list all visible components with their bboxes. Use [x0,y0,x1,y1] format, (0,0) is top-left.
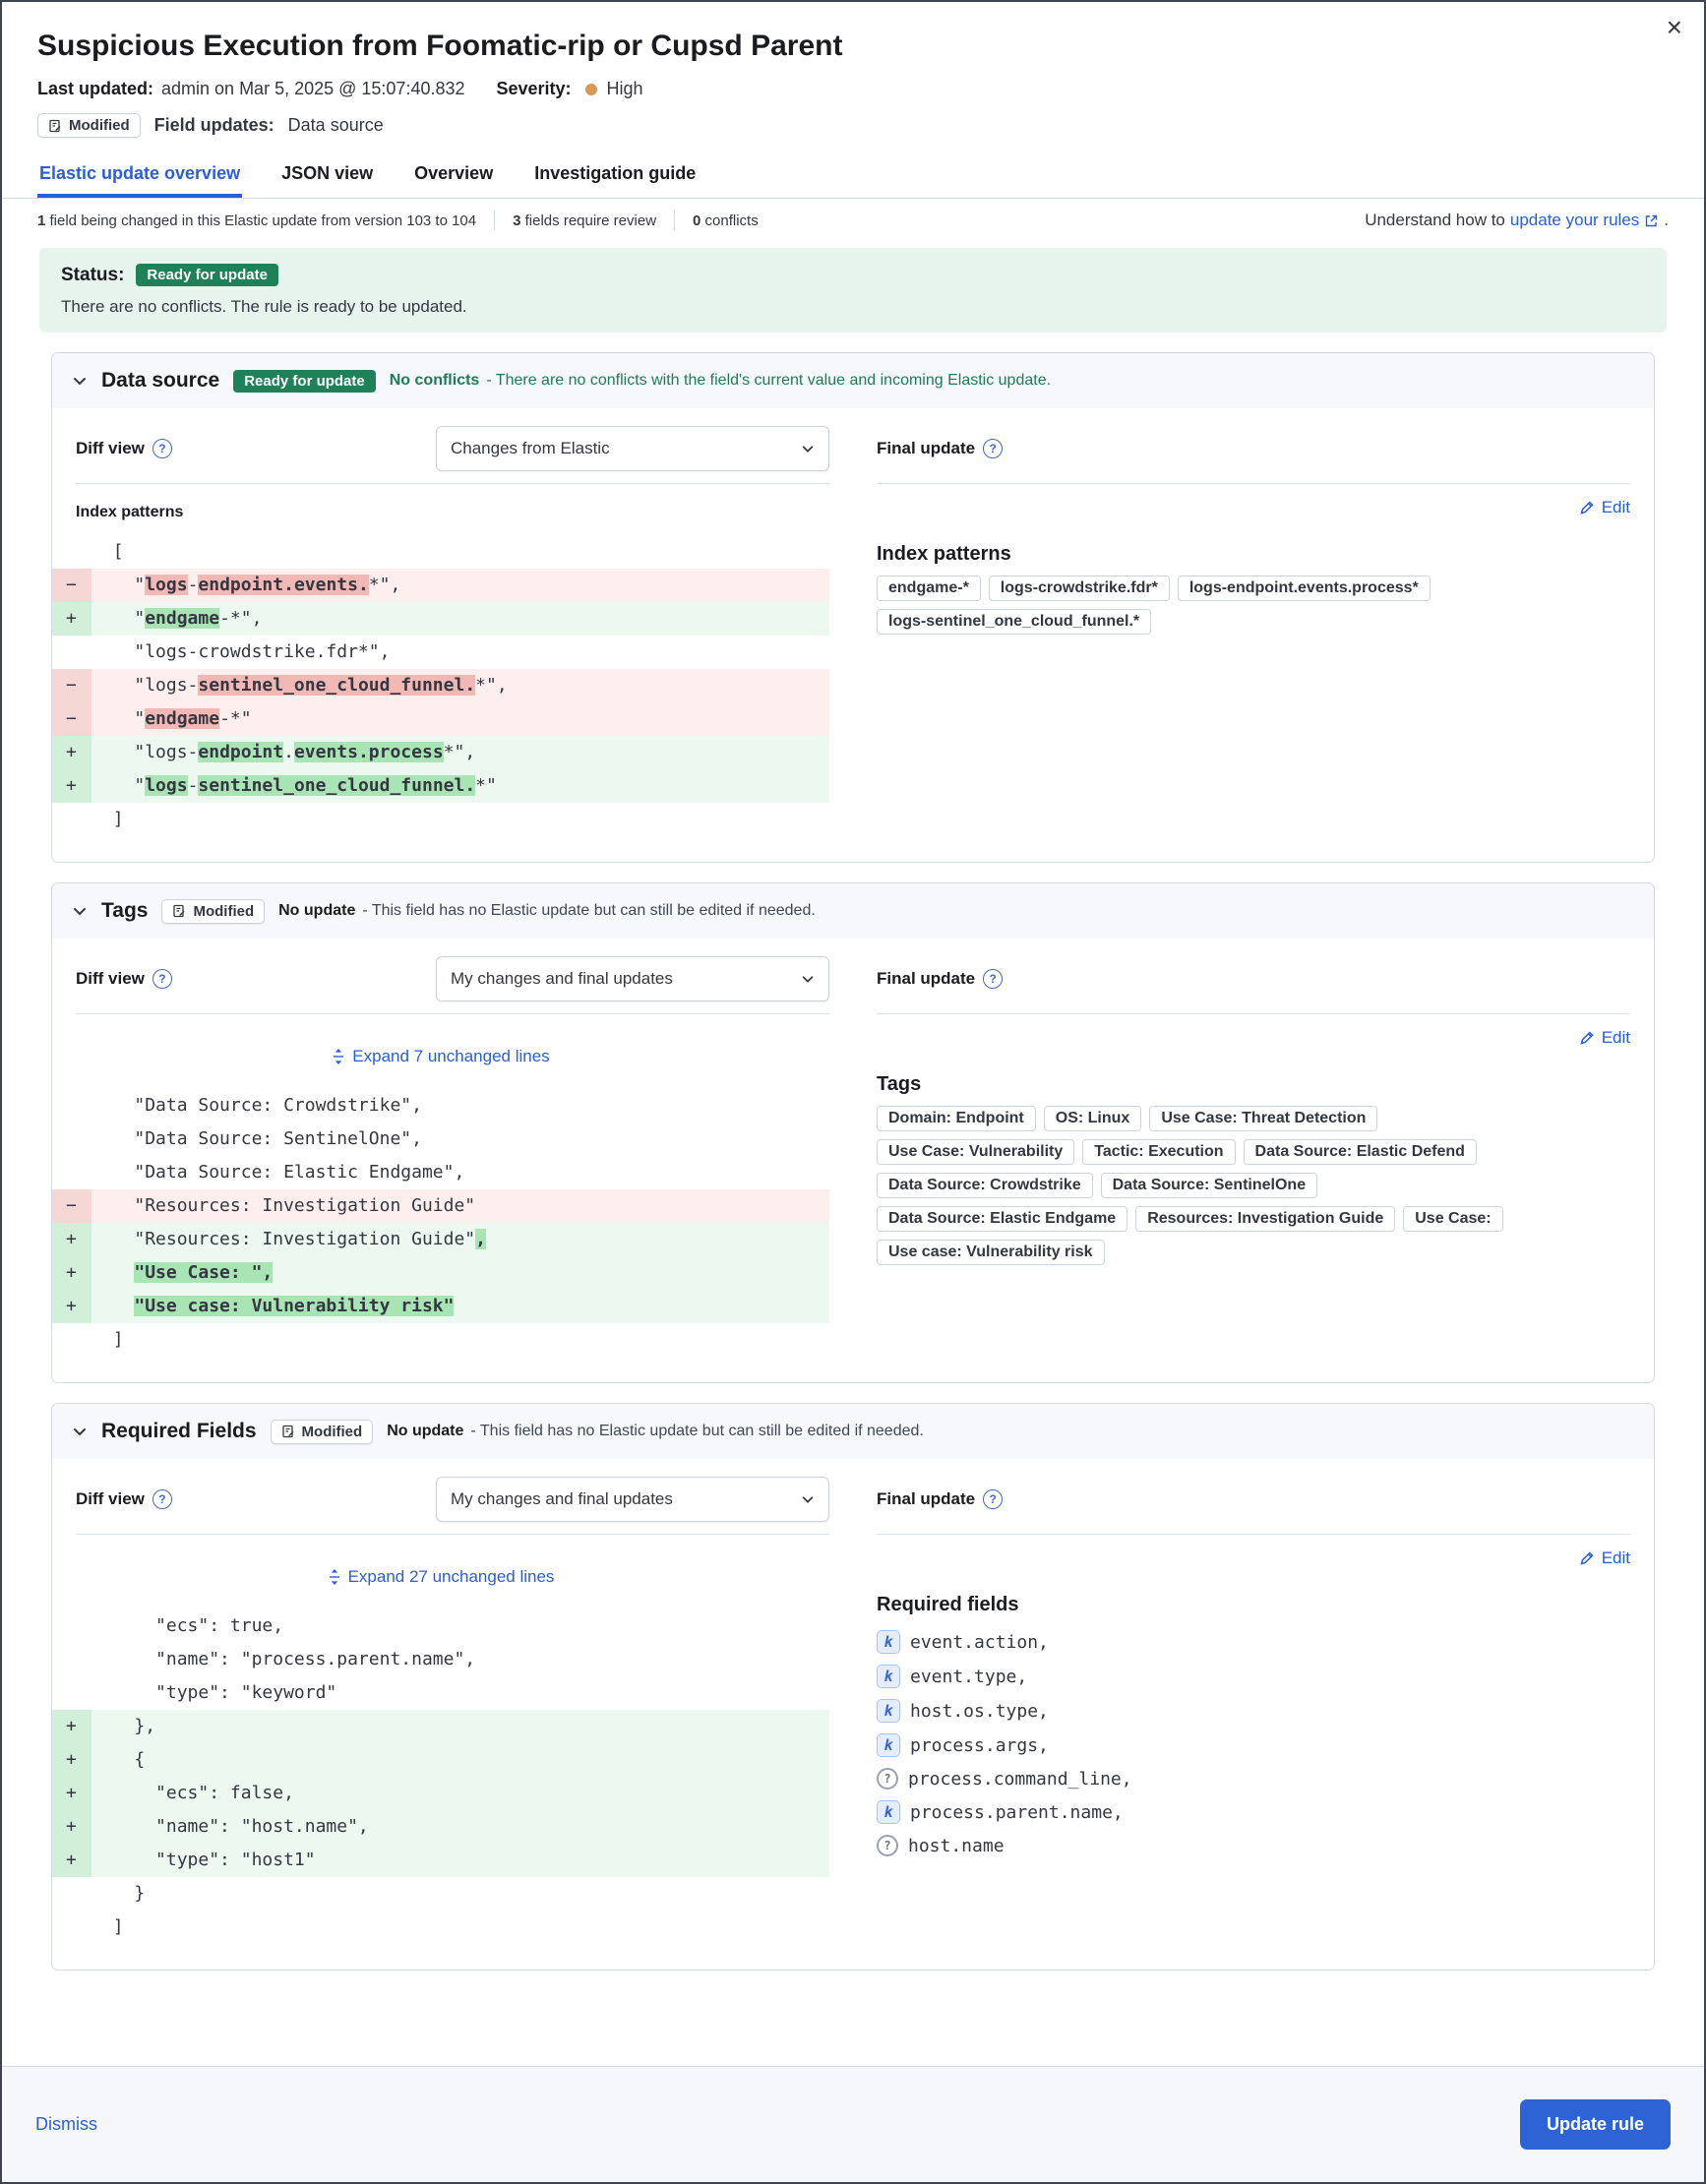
status-callout [39,248,1667,333]
modified-badge: Modified [271,1420,374,1444]
diff-line: ] [112,1916,124,1937]
close-icon[interactable]: × [1666,12,1682,42]
badge: Data Source: Crowdstrike [877,1173,1093,1198]
diff-line: ] [112,1329,124,1350]
required-field-item [877,1699,1630,1723]
tab-elastic-update-overview[interactable]: Elastic update overview [37,157,242,198]
help-prefix: Understand how to [1365,211,1505,229]
section-tags [51,882,1655,1383]
badge: Data Source: SentinelOne [1101,1173,1318,1198]
last-updated-label: Last updated: [37,79,154,98]
final-update-label: Final update ? [877,439,1003,458]
update-stats [37,211,759,230]
section-title: Data source [101,369,220,392]
tab-investigation-guide[interactable]: Investigation guide [534,163,697,183]
final-update-column [877,956,1630,1357]
keyword-field-icon: k [877,1699,900,1723]
document-edit-icon [48,119,62,133]
edit-button[interactable]: Edit [1579,498,1630,517]
diff-gutter-marker: + [52,1844,91,1877]
diff-gutter-marker: − [52,669,91,702]
diff-gutter-marker: + [52,602,91,636]
badge: Tactic: Execution [1082,1139,1235,1165]
expand-unchanged-lines-link[interactable]: Expand 27 unchanged lines [328,1560,555,1594]
badge-row [877,1106,1630,1131]
field-name: event.type, [910,1666,1028,1687]
diff-gutter-marker [52,1676,91,1710]
status-message: There are no conflicts. The rule is ready to be updated. [61,297,467,316]
help-icon[interactable]: ? [152,439,172,458]
section-required-fields [51,1403,1655,1971]
diff-column [66,956,829,1357]
badge-row [877,1240,1630,1265]
tags-section-header[interactable] [52,883,1654,939]
diff-gutter-marker: − [52,1189,91,1223]
badge-row [877,576,1630,601]
badge: OS: Linux [1044,1106,1142,1131]
diff-line: "name": "host.name", [155,1816,369,1837]
diff-gutter-marker [52,1609,91,1643]
stat-item: 3 fields require review [513,212,657,229]
divider [76,1534,829,1535]
flyout-footer [2,2066,1704,2182]
expand-vertical-icon [328,1569,341,1585]
diff-line: "type": "keyword" [155,1682,337,1703]
diff-gutter-marker [52,1156,91,1189]
external-link-icon [1644,213,1659,228]
required-field-item [877,1768,1630,1790]
badge: Use Case: [1403,1206,1502,1232]
divider [494,211,495,230]
badge: Data Source: Elastic Endgame [877,1206,1127,1232]
ready-for-update-badge: Ready for update [233,370,376,393]
badge: Domain: Endpoint [877,1106,1036,1131]
rule-meta [37,79,1669,99]
index-pattern-badges [877,576,1630,635]
modified-badge: Modified [37,113,141,138]
diff-line: [ [112,541,124,562]
required-field-item [877,1800,1630,1824]
required-field-item [877,1630,1630,1654]
unknown-field-icon: ? [877,1768,898,1790]
help-icon[interactable]: ? [983,1489,1003,1509]
required-field-item [877,1665,1630,1688]
final-update-column [877,1477,1630,1944]
tag-badges [877,1106,1630,1265]
required-fields-section-header[interactable] [52,1404,1654,1459]
section-data-source [51,352,1655,863]
diff-line: "logs-endpoint.events.process*", [134,742,476,762]
unknown-field-icon: ? [877,1835,898,1856]
diff-line: } [134,1883,146,1904]
severity-value: High [606,79,643,98]
divider [76,1013,829,1014]
edit-button[interactable]: Edit [1579,1548,1630,1568]
badge-row [877,1206,1630,1232]
tab-overview[interactable]: Overview [414,163,494,183]
badge: endgame-* [877,576,981,601]
field-updates-value: Data source [287,115,384,135]
diff-gutter-marker [52,1089,91,1122]
pencil-icon [1579,1030,1595,1046]
divider [877,1534,1630,1535]
diff-line: "Use Case: ", [134,1262,274,1283]
help-text [1365,211,1669,230]
required-field-item [877,1835,1630,1856]
tab-bar [2,157,1704,199]
diff-gutter-marker [52,803,91,836]
diff-line: "Data Source: Crowdstrike", [134,1095,422,1116]
severity-label: Severity: [496,79,572,98]
diff-line: "type": "host1" [155,1850,316,1870]
page-title: Suspicious Execution from Foomatic-rip or Cupsd Parent [37,30,843,62]
diff-line: "logs-sentinel_one_cloud_funnel.*", [134,675,508,696]
field-name: process.args, [910,1734,1049,1756]
diff-line: "logs-crowdstrike.fdr*", [134,641,391,662]
diff-gutter-marker: − [52,702,91,736]
flyout-header [2,2,1704,138]
diff-line: "name": "process.parent.name", [155,1649,476,1669]
diff-gutter-marker [52,1323,91,1357]
final-update-label: Final update ? [877,969,1003,989]
diff-gutter-marker [52,1643,91,1676]
diff-line: "logs-endpoint.events.*", [134,575,401,595]
tab-json-view[interactable]: JSON view [281,163,374,183]
diff-view-select[interactable]: My changes and final updates [436,956,829,1001]
diff-line: "logs-sentinel_one_cloud_funnel.*" [134,775,497,796]
badge: Resources: Investigation Guide [1135,1206,1395,1232]
help-suffix: . [1664,211,1669,229]
modified-row [37,113,1669,138]
diff-line: "Use case: Vulnerability risk" [134,1296,455,1316]
dismiss-button[interactable]: Dismiss [35,2114,97,2134]
severity-high-dot-icon [585,84,597,95]
help-icon[interactable]: ? [152,1489,172,1509]
expand-unchanged-lines-link[interactable]: Expand 7 unchanged lines [332,1040,549,1073]
diff-line: { [134,1749,146,1770]
final-update-label: Final update ? [877,1489,1003,1509]
badge: Data Source: Elastic Defend [1244,1139,1477,1165]
divider [877,483,1630,484]
section-status: No update - This field has no Elastic update but can still be edited if needed. [387,1423,924,1439]
diff-line: "ecs": false, [155,1783,294,1803]
chevron-down-icon [801,972,815,986]
divider [76,483,829,484]
diff-line: "ecs": true, [155,1615,284,1636]
diff-block [52,535,829,836]
keyword-field-icon: k [877,1630,900,1654]
divider [877,1013,1630,1014]
diff-gutter-marker: + [52,736,91,769]
diff-gutter-marker: − [52,569,91,602]
help-icon[interactable]: ? [152,969,172,989]
chevron-down-icon[interactable] [72,903,88,919]
diff-line: "endgame-*", [134,608,263,629]
diff-line: "Data Source: SentinelOne", [134,1128,422,1149]
stat-item: 0 conflicts [693,212,759,229]
diff-view-label: Diff view ? [76,969,172,989]
data-source-section-header[interactable] [52,353,1654,408]
diff-view-select[interactable]: My changes and final updates [436,1477,829,1522]
diff-view-select[interactable]: Changes from Elastic [436,426,829,471]
ready-for-update-badge: Ready for update [136,264,278,286]
field-name: process.command_line, [908,1768,1132,1790]
diff-gutter-marker: + [52,1777,91,1810]
diff-gutter-marker: + [52,1710,91,1743]
badge: logs-sentinel_one_cloud_funnel.* [877,609,1151,635]
badge: logs-crowdstrike.fdr* [989,576,1170,601]
final-panel-title: Index patterns [877,543,1011,565]
section-title: Tags [101,899,149,922]
diff-line: }, [134,1716,156,1736]
chevron-down-icon[interactable] [72,1424,88,1439]
expand-vertical-icon [332,1049,345,1064]
document-edit-icon [281,1425,295,1438]
edit-button[interactable]: Edit [1579,1028,1630,1048]
pencil-icon [1579,500,1595,516]
diff-gutter-marker [52,1911,91,1944]
diff-gutter-marker [52,636,91,669]
diff-gutter-marker: + [52,769,91,803]
chevron-down-icon [801,1492,815,1506]
document-edit-icon [172,904,186,918]
status-label: Status: [61,264,125,285]
section-status: No update - This field has no Elastic update but can still be edited if needed. [278,902,816,919]
field-name: process.parent.name, [910,1801,1124,1823]
diff-gutter-marker [52,1122,91,1156]
diff-view-label: Diff view ? [76,439,172,458]
info-bar [2,199,1704,242]
diff-gutter-marker [52,535,91,569]
badge-row [877,609,1630,635]
diff-gutter-marker: + [52,1290,91,1323]
required-fields-list [877,1630,1630,1856]
field-name: event.action, [910,1631,1049,1653]
chevron-down-icon[interactable] [72,373,88,389]
section-title: Required Fields [101,1420,257,1442]
update-your-rules-link[interactable]: update your rules [1509,211,1640,229]
field-name: host.os.type, [910,1700,1049,1722]
diff-gutter-marker: + [52,1743,91,1777]
last-updated-value: admin on Mar 5, 2025 @ 15:07:40.832 [161,79,465,98]
final-panel-title: Tags [877,1073,922,1095]
final-panel-title: Required fields [877,1594,1019,1615]
help-icon[interactable]: ? [983,969,1003,989]
final-update-column [877,426,1630,836]
badge: logs-endpoint.events.process* [1178,576,1431,601]
keyword-field-icon: k [877,1665,900,1688]
stat-item: 1 field being changed in this Elastic update from version 103 to 104 [37,212,477,229]
diff-column [66,1477,829,1944]
update-rule-button[interactable]: Update rule [1520,2099,1671,2150]
keyword-field-icon: k [877,1733,900,1757]
badge-row [877,1173,1630,1198]
diff-block [52,1560,829,1944]
keyword-field-icon: k [877,1800,900,1824]
diff-line: "Data Source: Elastic Endgame", [134,1162,465,1183]
diff-subtitle: Index patterns [76,504,184,520]
badge: Use Case: Threat Detection [1149,1106,1377,1131]
diff-gutter-marker: + [52,1810,91,1844]
diff-gutter-marker: + [52,1256,91,1290]
section-status: No conflicts - There are no conflicts with the field's current value and incoming Elastic update. [389,372,1052,389]
badge: Use Case: Vulnerability [877,1139,1074,1165]
required-field-item [877,1733,1630,1757]
field-name: host.name [908,1835,1005,1856]
diff-gutter-marker: + [52,1223,91,1256]
modified-badge: Modified [161,899,265,924]
diff-line: "Resources: Investigation Guide", [134,1229,486,1249]
diff-line: "Resources: Investigation Guide" [134,1195,476,1216]
diff-line: ] [112,809,124,829]
pencil-icon [1579,1550,1595,1566]
field-updates-label: Field updates: [153,115,274,135]
chevron-down-icon [801,442,815,455]
badge: Use case: Vulnerability risk [877,1240,1105,1265]
diff-gutter-marker [52,1877,91,1911]
diff-block [52,1040,829,1357]
badge-row [877,1139,1630,1165]
diff-line: "endgame-*" [134,708,252,729]
help-icon[interactable]: ? [983,439,1003,458]
diff-view-label: Diff view ? [76,1489,172,1509]
diff-column [66,426,829,836]
divider [674,211,675,230]
